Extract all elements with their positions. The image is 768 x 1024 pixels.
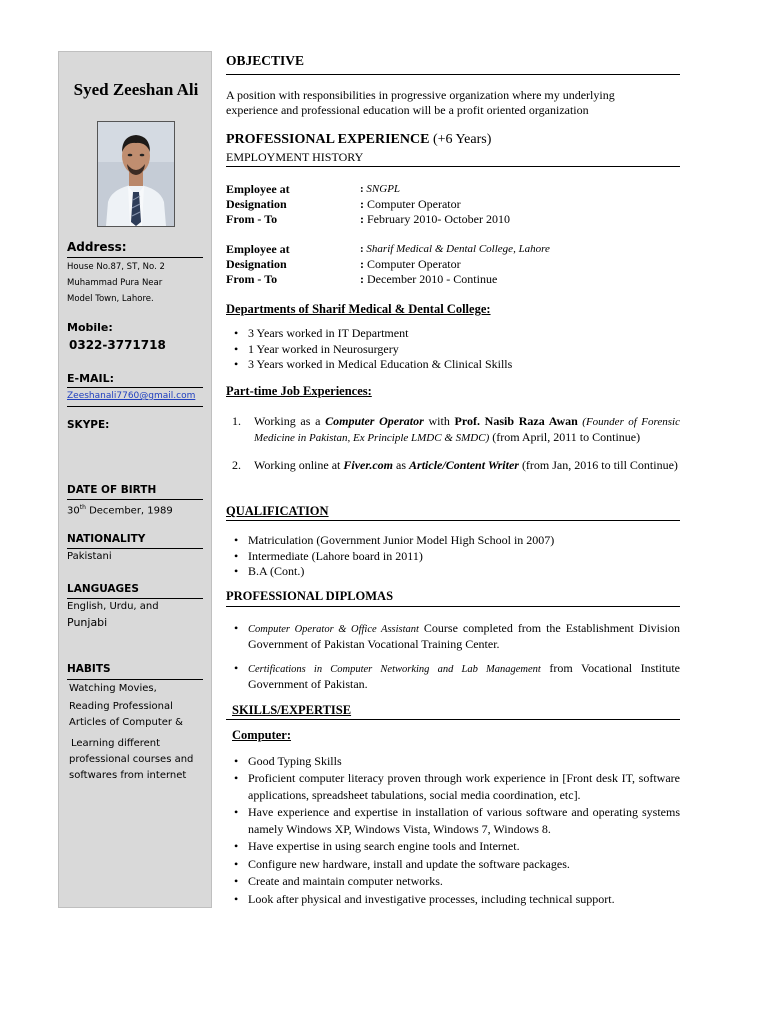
list-item: • Have experience and expertise in installation of various software and operating systems namely Windows XP, Windows Vista, Windows 7, Windows 8. [226, 804, 680, 838]
address [67, 259, 207, 307]
divider [226, 520, 680, 521]
item-number: 2. [232, 458, 241, 472]
qualification-heading: QUALIFICATION [226, 504, 329, 518]
job-label: From - To [226, 212, 278, 226]
habit-line: Articles of Computer & [69, 717, 183, 728]
divider [226, 606, 680, 607]
habit-line: professional courses and [69, 754, 194, 765]
employment-history: EMPLOYMENT HISTORY [226, 150, 364, 164]
diploma-title: Certifications in Computer Networking and Lab Management [248, 664, 541, 675]
address-line: Muhammad Pura Near [67, 278, 163, 288]
text: Course completed from the Establishment Division Government of Pakistan Vocational Training Center. [248, 621, 680, 651]
habit-line: softwares from internet [69, 770, 187, 781]
job-label: From - To [226, 272, 278, 286]
list-item: • Good Typing Skills [226, 753, 680, 769]
email-link[interactable]: Zeeshanali7760@gmail.com [67, 391, 196, 401]
diploma-title: Computer Operator & Office Assistant [248, 624, 419, 635]
list-item [226, 621, 680, 652]
date-of-birth [67, 500, 207, 519]
mobile-label: Mobile: [67, 321, 113, 334]
site: Fiver.com [343, 458, 394, 472]
email-label: E-MAIL: [67, 372, 115, 385]
qualification-list [226, 533, 680, 580]
item-number: 1. [232, 414, 241, 428]
dob-rest: December, 1989 [85, 505, 173, 517]
experience-title: PROFESSIONAL EXPERIENCE [226, 132, 430, 147]
period: December 2010 - Continue [367, 272, 498, 286]
habits [69, 681, 209, 784]
languages-label: LANGUAGES [67, 583, 139, 595]
text: (from April, 2011 to Continue) [489, 430, 641, 444]
designation: Computer Operator [367, 197, 461, 211]
list-item: • Create and maintain computer networks. [226, 873, 680, 890]
address-label: Address: [67, 240, 127, 254]
objective-line: experience and professional education will be a profit oriented organization [226, 103, 589, 117]
departments-list [226, 326, 680, 373]
text: from Vocational Institute Government of Pakistan. [248, 661, 680, 691]
job-value: : SNGPL [360, 183, 401, 195]
note: (Founder of Forensic Medicine in Pakistan, Ex Principle LMDC & SMDC) [254, 416, 680, 444]
languages [67, 599, 207, 631]
profile-photo [97, 121, 175, 227]
address-line: House No.87, ST, No. 2 [67, 262, 165, 272]
languages-line: Punjabi [67, 616, 108, 629]
divider [226, 74, 680, 75]
list-item: • Matriculation (Government Junior Model High School in 2007) [226, 533, 680, 549]
list-item: • Have expertise in using search engine tools and Internet. [226, 838, 680, 855]
list-item: • 3 Years worked in IT Department [226, 326, 680, 342]
diplomas-list [226, 621, 680, 692]
role: Computer Operator [325, 414, 424, 428]
skills-list [226, 753, 680, 908]
objective-line: A position with responsibilities in progressive organization where my underlying [226, 88, 615, 102]
job-value: : December 2010 - Continue [360, 272, 498, 286]
address-line: Model Town, Lahore. [67, 294, 154, 304]
dob-label: DATE OF BIRTH [67, 484, 157, 496]
text: as [393, 458, 410, 472]
job-value: : February 2010- October 2010 [360, 212, 510, 226]
person-portrait-icon [98, 122, 174, 226]
nationality: Pakistani [67, 551, 112, 562]
nationality-label: NATIONALITY [67, 533, 146, 545]
list-item: • Look after physical and investigative processes, including technical support. [226, 890, 680, 908]
job-value: : Sharif Medical & Dental College, Lahore [360, 243, 550, 255]
role: Article/Content Writer [409, 458, 519, 472]
text: Working as a [254, 414, 326, 428]
text: Working online at [254, 458, 344, 472]
job-value: : Computer Operator [360, 257, 461, 271]
email-wrap [67, 388, 207, 404]
divider [67, 406, 203, 407]
list-item [226, 661, 680, 692]
parttime-heading: Part-time Job Experiences: [226, 384, 372, 398]
skills-heading: SKILLS/EXPERTISE [232, 703, 352, 717]
diplomas-heading: PROFESSIONAL DIPLOMAS [226, 589, 394, 603]
job-label: Employee at [226, 182, 290, 196]
habits-label: HABITS [67, 663, 111, 675]
divider [67, 257, 203, 258]
divider [67, 679, 203, 680]
dob-sup: th [79, 504, 86, 511]
job-label: Designation [226, 197, 287, 211]
parttime-item [232, 414, 680, 446]
period: February 2010- October 2010 [367, 212, 510, 226]
candidate-name: Syed Zeeshan Ali [73, 80, 199, 99]
designation: Computer Operator [367, 257, 461, 271]
list-item: • B.A (Cont.) [226, 564, 680, 580]
divider [226, 166, 680, 167]
languages-line: English, Urdu, and [67, 601, 159, 612]
person: Prof. Nasib Raza Awan [454, 414, 578, 428]
employer: SNGPL [366, 183, 401, 195]
job-value: : Computer Operator [360, 197, 461, 211]
experience-heading [226, 132, 491, 148]
divider [226, 719, 680, 720]
text: with [423, 414, 455, 428]
objective-heading: OBJECTIVE [226, 53, 305, 68]
job-label: Designation [226, 257, 287, 271]
sidebar [58, 51, 212, 908]
job-label: Employee at [226, 242, 290, 256]
dob-day: 30 [67, 505, 80, 517]
experience-years: (+6 Years) [429, 132, 492, 147]
list-item: • Proficient computer literacy proven through work experience in [Front desk IT, software applications, spreadsheet tabulations, social media coordination, etc]. [226, 770, 680, 804]
parttime-item [232, 458, 680, 473]
departments-heading: Departments of Sharif Medical & Dental College: [226, 302, 491, 316]
list-item: • 3 Years worked in Medical Education & Clinical Skills [226, 357, 680, 373]
skype-label: SKYPE: [67, 419, 110, 431]
text: (from Jan, 2016 to till Continue) [518, 458, 678, 472]
habit-line: Reading Professional [69, 701, 173, 712]
employer: Sharif Medical & Dental College, Lahore [366, 243, 550, 255]
list-item: • 1 Year worked in Neurosurgery [226, 342, 680, 358]
list-item: • Configure new hardware, install and update the software packages. [226, 855, 680, 873]
list-item: • Intermediate (Lahore board in 2011) [226, 549, 680, 565]
mobile-number: 0322-3771718 [69, 338, 166, 352]
habit-line: Watching Movies, [69, 683, 157, 694]
habit-line: Learning different [71, 738, 161, 749]
skills-subheading: Computer: [232, 728, 292, 742]
